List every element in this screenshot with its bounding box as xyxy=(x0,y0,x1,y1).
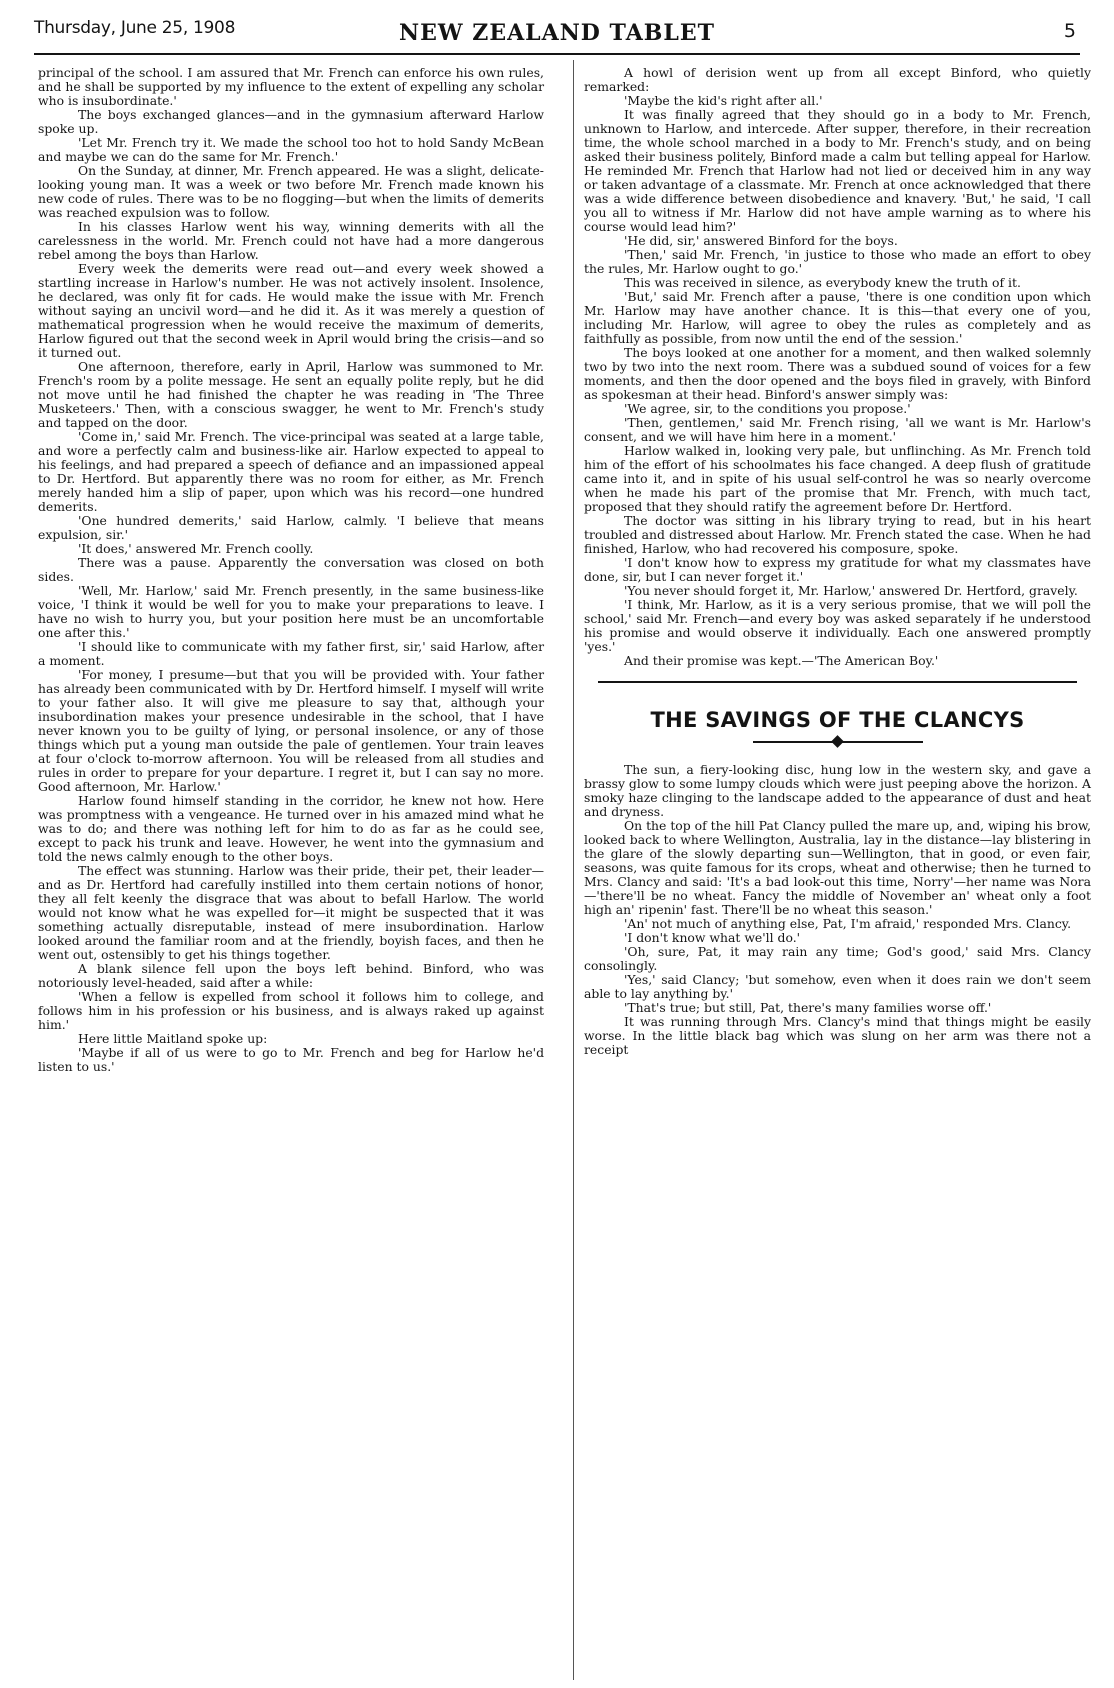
paragraph: 'One hundred demerits,' said Harlow, calmly. 'I believe that means expulsion, sir.' xyxy=(38,513,544,542)
right-column xyxy=(584,66,1091,1057)
paragraph: The doctor was sitting in his library trying to read, but in his heart troubled and distressed about Harlow. Mr. French stated the case. When he had finished, Harlow, who had recovered his composure, spoke. xyxy=(584,513,1091,556)
paragraph: 'Maybe the kid's right after all.' xyxy=(624,93,823,108)
section-break-rule xyxy=(598,681,1077,683)
paragraph: 'Then, gentlemen,' said Mr. French rising, 'all we want is Mr. Harlow's consent, and we will have him here in a moment.' xyxy=(584,415,1091,444)
paragraph: 'Oh, sure, Pat, it may rain any time; God's good,' said Mrs. Clancy consolingly. xyxy=(584,944,1091,973)
paragraph: And their promise was kept.—'The American Boy.' xyxy=(624,653,939,668)
paragraph: 'That's true; but still, Pat, there's many families worse off.' xyxy=(624,1000,992,1015)
paragraph: It was running through Mrs. Clancy's mind that things might be easily worse. In the little black bag which was slung on her arm was there not a receipt xyxy=(584,1014,1091,1057)
paragraph: On the Sunday, at dinner, Mr. French appeared. He was a slight, delicate-looking young man. It was a week or two before Mr. French made known his new code of rules. There was to be no flogging—but when the limits of demerits was reached expulsion was to follow. xyxy=(38,163,544,220)
masthead-title: NEW ZEALAND TABLET xyxy=(399,20,715,46)
paragraph: Harlow found himself standing in the corridor, he knew not how. Here was promptness with a vengeance. He turned over in his amazed mind what he was to do; and there was nothing left for him to do as far as he could see, except to pack his trunk and leave. However, he went into the gymnasium and told the news calmly enough to the other boys. xyxy=(38,793,544,864)
paragraph: 'You never should forget it, Mr. Harlow,' answered Dr. Hertford, gravely. xyxy=(624,583,1078,598)
paragraph: 'Well, Mr. Harlow,' said Mr. French presently, in the same business-like voice, 'I think it would be well for you to make your preparations to leave. I have no wish to hurry you, but your position here must be an uncomfortable one after this.' xyxy=(38,583,544,640)
story-continuation xyxy=(584,66,1091,668)
paragraph: The boys exchanged glances—and in the gymnasium afterward Harlow spoke up. xyxy=(38,107,544,136)
left-column xyxy=(38,66,544,1074)
paragraph: 'When a fellow is expelled from school it follows him to college, and follows him in his profession or his business, and is always raked up against him.' xyxy=(38,989,544,1032)
headline-ornament xyxy=(753,735,923,749)
paragraph: 'It does,' answered Mr. French coolly. xyxy=(78,541,314,556)
paragraph: 'We agree, sir, to the conditions you propose.' xyxy=(624,401,911,416)
paragraph: 'Let Mr. French try it. We made the school too hot to hold Sandy McBean and maybe we can do the same for Mr. French.' xyxy=(38,135,544,164)
column-divider xyxy=(573,60,574,1680)
paragraph: 'He did, sir,' answered Binford for the boys. xyxy=(624,233,898,248)
paragraph: 'Come in,' said Mr. French. The vice-principal was seated at a large table, and wore a perfectly calm and business-like air. Harlow expected to appeal to his feelings, and had prepared a speech of defiance and an impassioned appeal to Dr. Hertford. But apparently there was no room for either, as Mr. French merely handed him a slip of paper, upon which was his record—one hundred demerits. xyxy=(38,429,544,514)
paragraph: This was received in silence, as everybody knew the truth of it. xyxy=(624,275,1021,290)
paragraph: principal of the school. I am assured that Mr. French can enforce his own rules, and he shall be supported by my influence to the extent of expelling any scholar who is insubordinate.' xyxy=(38,65,544,108)
article-headline: THE SAVINGS OF THE CLANCYS xyxy=(650,708,1025,732)
paragraph: Every week the demerits were read out—and every week showed a startling increase in Harlow's number. He was not actively insolent. Insolence, he declared, was only fit for cads. He would make the issue with Mr. French without saying an uncivil word—and he did it. As it was merely a question of mathematical progression when he would receive the maximum of demerits, Harlow figured out that the second week in April would bring the crisis—and so it turned out. xyxy=(38,261,544,360)
paragraph: A blank silence fell upon the boys left behind. Binford, who was notoriously level-headed, said after a while: xyxy=(38,961,544,990)
paragraph: The boys looked at one another for a moment, and then walked solemnly two by two into the next room. There was a subdued sound of voices for a few moments, and then the door opened and the boys filed in gravely, with Binford as spokesman at their head. Binford's answer simply was: xyxy=(584,345,1091,402)
paragraph: There was a pause. Apparently the conversation was closed on both sides. xyxy=(38,555,544,584)
page-header xyxy=(34,14,1080,44)
paragraph: 'I don't know how to express my gratitude for what my classmates have done, sir, but I can never forget it.' xyxy=(584,555,1091,584)
paragraph: In his classes Harlow went his way, winning demerits with all the carelessness in the world. Mr. French could not have had a more dangerous rebel among the boys than Harlow. xyxy=(38,219,544,262)
paragraph: A howl of derision went up from all except Binford, who quietly remarked: xyxy=(584,65,1091,94)
paragraph: It was finally agreed that they should go in a body to Mr. French, unknown to Harlow, and intercede. After supper, therefore, in their recreation time, the whole school marched in a body to Mr. French's study, and on being asked their business politely, Binford made a calm but telling appeal for Harlow. He reminded Mr. French that Harlow had not lied or deceived him in any way or taken advantage of a classmate. Mr. French at once acknowledged that there was a wide difference between disobedience and knavery. 'But,' he said, 'I call you all to witness if Mr. Harlow did not have ample warning as to where his course would lead him?' xyxy=(584,107,1091,234)
paragraph: 'An' not much of anything else, Pat, I'm afraid,' responded Mrs. Clancy. xyxy=(624,916,1072,931)
paragraph: One afternoon, therefore, early in April, Harlow was summoned to Mr. French's room by a polite message. He sent an equally polite reply, but he did not move until he had finished the chapter he was reading in 'The Three Musketeers.' Then, with a conscious swagger, he went to Mr. French's study and tapped on the door. xyxy=(38,359,544,430)
paragraph: On the top of the hill Pat Clancy pulled the mare up, and, wiping his brow, looked back to where Wellington, Australia, lay in the distance—lay blistering in the glare of the slowly departing sun—Wellington, that in good, or even fair, seasons, was quite famous for its crops, wheat and otherwise; then he turned to Mrs. Clancy and said: 'It's a bad look-out this time, Norry'—her name was Nora—'there'll be no wheat. Fancy the middle of November an' wheat only a foot high an' ripenin' fast. There'll be no wheat this season.' xyxy=(584,818,1091,917)
paragraph: 'I don't know what we'll do.' xyxy=(624,930,801,945)
paragraph: The effect was stunning. Harlow was their pride, their pet, their leader—and as Dr. Hertford had carefully instilled into them certain notions of honor, they all felt keenly the disgrace that was about to befall Harlow. The world would not know what he was expelled for—it might be suspected that it was something actually disreputable, instead of mere insubordination. Harlow looked around the familiar room and at the friendly, boyish faces, and then he went out, ostensibly to get his things together. xyxy=(38,863,544,962)
paragraph: 'Then,' said Mr. French, 'in justice to those who made an effort to obey the rules, Mr. Harlow ought to go.' xyxy=(584,247,1091,276)
paragraph: 'For money, I presume—but that you will be provided with. Your father has already been communicated with by Dr. Hertford himself. I myself will write to your father also. It will give me pleasure to say that, although your insubordination makes your presence undesirable in the school, that I have never known you to be guilty of lying, or personal insolence, or any of those things which put a young man outside the pale of gentlemen. Your train leaves at four o'clock to-morrow afternoon. You will be released from all studies and rules in order to prepare for your departure. I regret it, but I can say no more. Good afternoon, Mr. Harlow.' xyxy=(38,667,544,794)
paragraph: 'I think, Mr. Harlow, as it is a very serious promise, that we will poll the school,' said Mr. French—and every boy was asked separately if he understood his promise and would observe it individually. Each one answered promptly 'yes.' xyxy=(584,597,1091,654)
paragraph: 'Maybe if all of us were to go to Mr. French and beg for Harlow he'd listen to us.' xyxy=(38,1045,544,1074)
paragraph: Here little Maitland spoke up: xyxy=(78,1031,268,1046)
paragraph: Harlow walked in, looking very pale, but unflinching. As Mr. French told him of the effort of his schoolmates his face changed. A deep flush of gratitude came into it, and in spite of his usual self-control he was so nearly overcome when he made his part of the promise that Mr. French, with much tact, proposed that they should ratify the agreement before Dr. Hertford. xyxy=(584,443,1091,514)
paragraph: The sun, a fiery-looking disc, hung low in the western sky, and gave a brassy glow to some lumpy clouds which were just peeping above the horizon. A smoky haze clinging to the landscape added to the appearance of dust and heat and dryness. xyxy=(584,762,1091,819)
paragraph: 'But,' said Mr. French after a pause, 'there is one condition upon which Mr. Harlow may have another chance. It is this—that every one of you, including Mr. Harlow, will agree to obey the rules as completely and as faithfully as possible, from now until the end of the session.' xyxy=(584,289,1091,346)
article-body xyxy=(584,763,1091,1057)
page-number: 5 xyxy=(1063,20,1076,42)
issue-date: Thursday, June 25, 1908 xyxy=(34,18,236,38)
paragraph: 'I should like to communicate with my father first, sir,' said Harlow, after a moment. xyxy=(38,639,544,668)
header-rule xyxy=(34,53,1080,55)
paragraph: 'Yes,' said Clancy; 'but somehow, even when it does rain we don't seem able to lay anything by.' xyxy=(584,972,1091,1001)
